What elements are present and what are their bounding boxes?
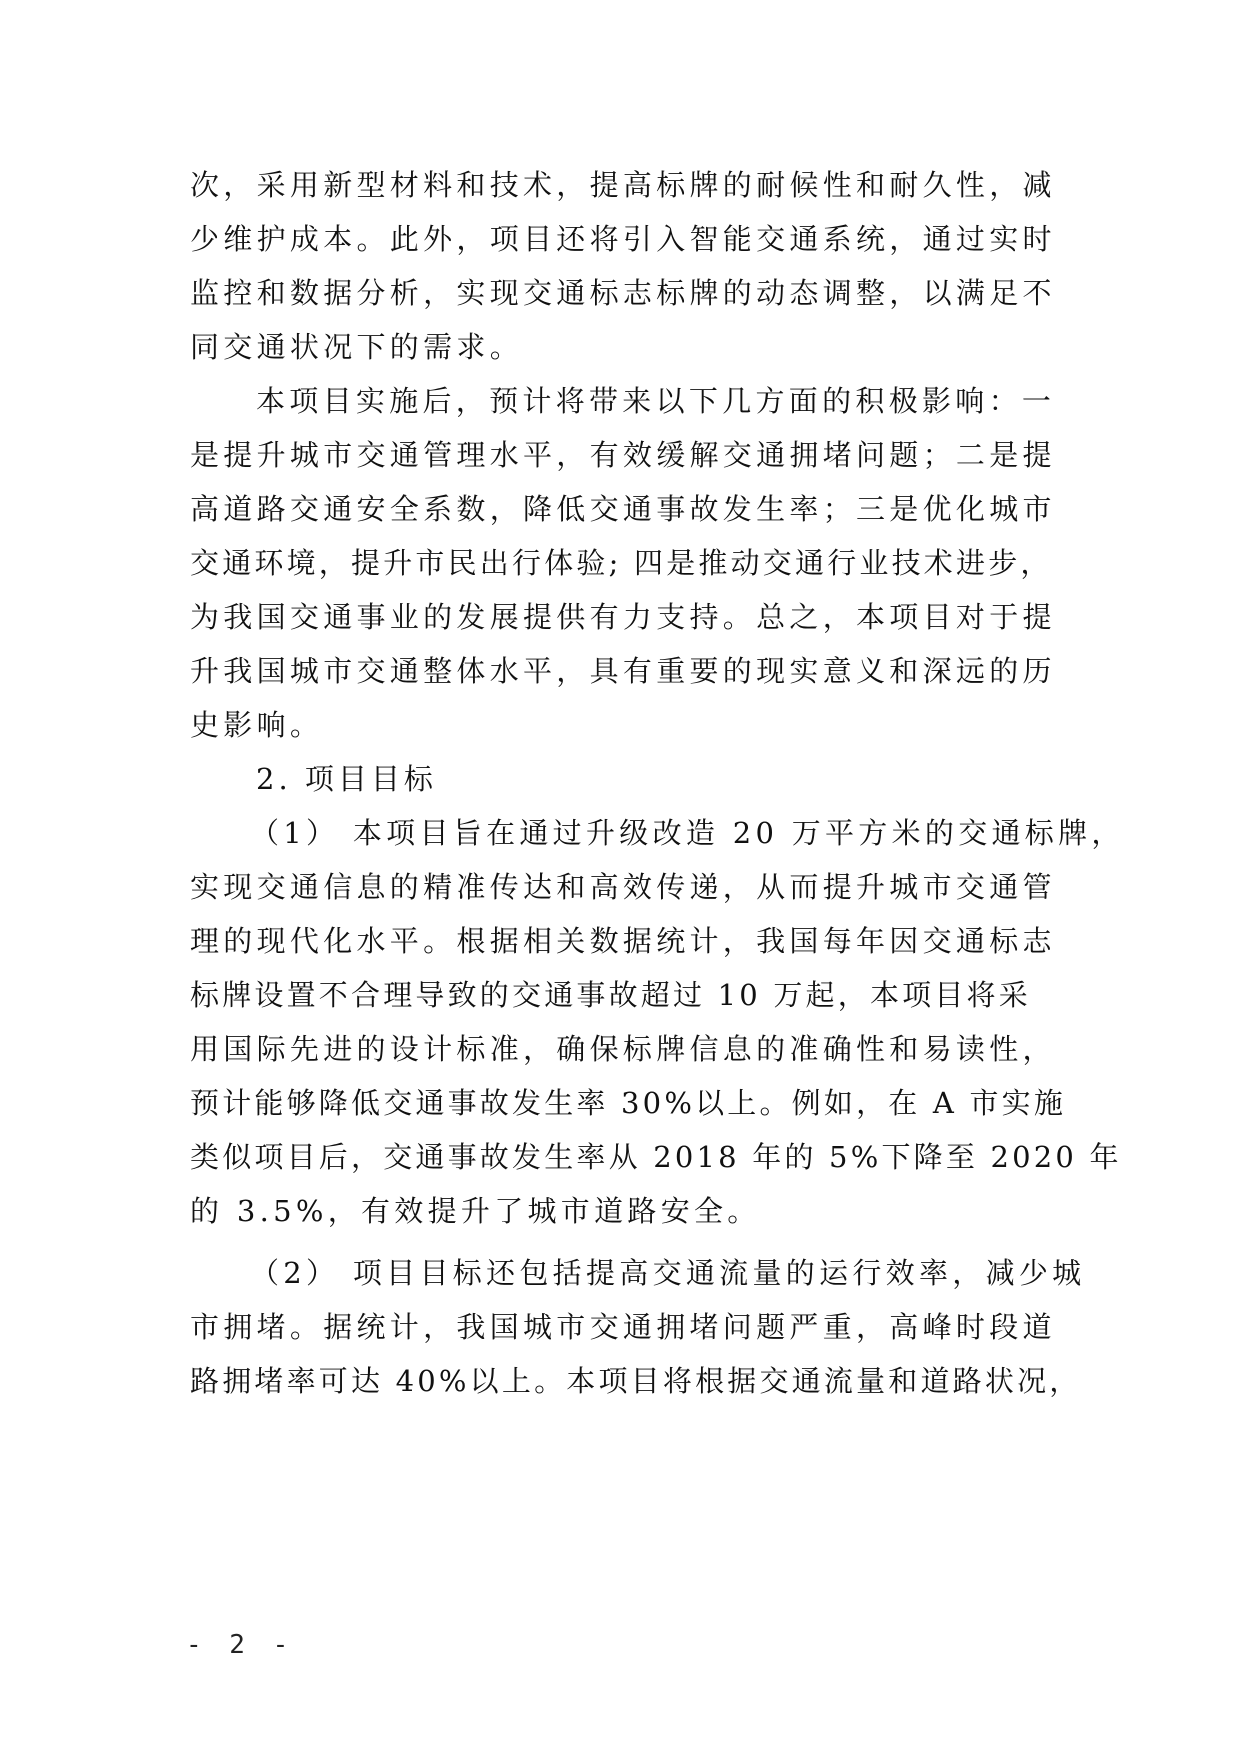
text-line: 理的现代化水平。根据相关数据统计，我国每年因交通标志 (190, 924, 1056, 958)
text-line: 路拥堵率可达 40%以上。本项目将根据交通流量和道路状况， (190, 1364, 1082, 1398)
text-line: 是提升城市交通管理水平，有效缓解交通拥堵问题；二是提 (190, 438, 1056, 472)
text-line: 监控和数据分析，实现交通标志标牌的动态调整，以满足不 (190, 276, 1056, 310)
text-line: 为我国交通事业的发展提供有力支持。总之，本项目对于提 (190, 600, 1056, 634)
paragraph-start-line: （1） 本项目旨在通过升级改造 20 万平方米的交通标牌， (250, 816, 1125, 850)
text-line: 标牌设置不合理导致的交通事故超过 10 万起，本项目将采 (190, 978, 1031, 1012)
section-heading: 2. 项目目标 (256, 762, 437, 796)
text-line: 次，采用新型材料和技术，提高标牌的耐候性和耐久性，减 (190, 168, 1056, 202)
text-line: 类似项目后，交通事故发生率从 2018 年的 5%下降至 2020 年 (190, 1140, 1122, 1174)
text-line: 少维护成本。此外，项目还将引入智能交通系统，通过实时 (190, 222, 1056, 256)
paragraph-start-line: 本项目实施后，预计将带来以下几方面的积极影响：一 (256, 384, 1056, 418)
page-number: - 2 - (186, 1630, 295, 1660)
paragraph-start-line: （2） 项目目标还包括提高交通流量的运行效率，减少城 (250, 1256, 1086, 1290)
text-line: 的 3.5%，有效提升了城市道路安全。 (190, 1194, 761, 1228)
body-text (190, 158, 1125, 1408)
text-line: 升我国城市交通整体水平，具有重要的现实意义和深远的历 (190, 654, 1056, 688)
text-line: 同交通状况下的需求。 (190, 330, 524, 364)
text-line: 高道路交通安全系数，降低交通事故发生率；三是优化城市 (190, 492, 1056, 526)
text-line: 市拥堵。据统计，我国城市交通拥堵问题严重，高峰时段道 (190, 1310, 1056, 1344)
text-line: 用国际先进的设计标准，确保标牌信息的准确性和易读性， (190, 1032, 1056, 1066)
text-line: 交通环境，提升市民出行体验; 四是推动交通行业技术进步， (190, 546, 1053, 580)
text-line: 预计能够降低交通事故发生率 30%以上。例如，在 A 市实施 (190, 1086, 1067, 1120)
text-line: 史影响。 (190, 708, 324, 742)
text-line: 实现交通信息的精准传达和高效传递，从而提升城市交通管 (190, 870, 1056, 904)
